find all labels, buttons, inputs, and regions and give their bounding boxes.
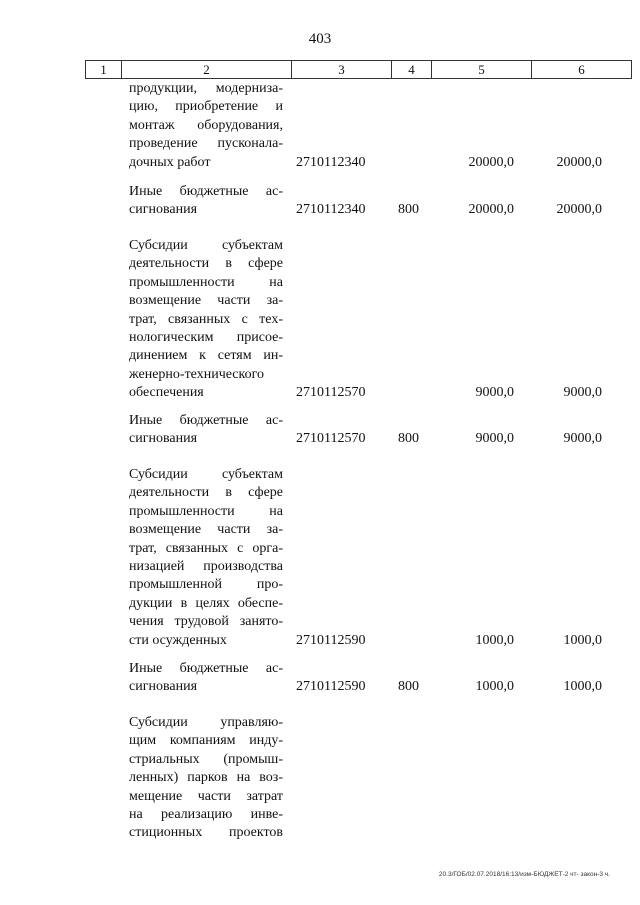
column-number-header — [85, 60, 632, 79]
target-article-code: 2710112590 — [296, 679, 366, 695]
row-description — [129, 714, 283, 843]
header-col-3: 3 — [292, 61, 392, 79]
header-col-2: 2 — [122, 61, 292, 79]
desc-line: чения трудовой занято- — [129, 614, 283, 630]
expense-type: 800 — [398, 679, 419, 695]
desc-line: трат, связанных с орга- — [129, 540, 283, 556]
header-col-1: 1 — [86, 61, 122, 79]
header-col-5: 5 — [432, 61, 532, 79]
row-description — [129, 660, 283, 697]
desc-line: промышленности на — [129, 274, 283, 290]
desc-line: цию, приобретение и — [129, 99, 283, 115]
desc-line: низацией производства — [129, 559, 283, 575]
desc-line: дочных работ — [129, 154, 211, 170]
amount-col-5: 9000,0 — [475, 431, 514, 447]
expense-type: 800 — [398, 431, 419, 447]
desc-line: продукции, модерниза- — [129, 81, 283, 96]
desc-line: промышленной про- — [129, 577, 283, 593]
desc-line: мещение части затрат — [129, 788, 283, 804]
desc-line: трат, связанных с тех- — [129, 311, 283, 327]
amount-col-5: 1000,0 — [475, 632, 514, 648]
row-description — [129, 412, 283, 449]
desc-line: сигнования — [129, 679, 198, 695]
target-article-code: 2710112340 — [296, 154, 366, 170]
amount-col-6: 20000,0 — [556, 154, 602, 170]
desc-line: деятельности в сфере — [129, 256, 283, 272]
desc-line: деятельности в сфере — [129, 485, 283, 501]
desc-line: нологическим присое- — [129, 330, 283, 346]
desc-line: дукции в целях обеспе- — [129, 595, 283, 611]
document-footer: 20.3/ГОБ/02.07.2018/16:13/изм-БЮДЖЕТ-2 чт- закон-3 ч. — [438, 871, 610, 878]
desc-line: ленных) парков на воз- — [129, 770, 283, 786]
desc-line: Иные бюджетные ас- — [129, 413, 283, 428]
amount-col-5: 20000,0 — [468, 154, 514, 170]
header-col-6: 6 — [532, 61, 632, 79]
desc-line: Иные бюджетные ас- — [129, 184, 283, 199]
page-number: 403 — [308, 31, 332, 47]
desc-line: сигнования — [129, 431, 198, 447]
target-article-code: 2710112570 — [296, 431, 366, 447]
desc-line: щим компаниям инду- — [129, 733, 283, 749]
desc-line: промышленности на — [129, 503, 283, 519]
desc-line: стиционных проектов — [129, 825, 283, 841]
desc-line: возмещение части за- — [129, 522, 283, 538]
desc-line: стриальных (промыш- — [129, 751, 283, 767]
desc-line: Иные бюджетные ас- — [129, 661, 283, 676]
amount-col-5: 20000,0 — [468, 202, 514, 218]
row-description — [129, 466, 283, 650]
desc-line: проведение пусконала- — [129, 136, 283, 152]
target-article-code: 2710112570 — [296, 385, 366, 401]
expense-type: 800 — [398, 202, 419, 218]
desc-line: женерно-технического — [129, 366, 264, 382]
desc-line: сти осужденных — [129, 632, 227, 648]
amount-col-6: 1000,0 — [563, 632, 602, 648]
target-article-code: 2710112340 — [296, 202, 366, 218]
desc-line: динением к сетям ин- — [129, 348, 283, 364]
amount-col-6: 9000,0 — [563, 431, 602, 447]
header-col-4: 4 — [392, 61, 432, 79]
amount-col-6: 1000,0 — [563, 679, 602, 695]
amount-col-6: 9000,0 — [563, 385, 602, 401]
desc-line: Субсидии субъектам — [129, 467, 283, 482]
desc-line: Субсидии управляю- — [129, 715, 283, 730]
amount-col-5: 1000,0 — [475, 679, 514, 695]
desc-line: возмещение части за- — [129, 293, 283, 309]
target-article-code: 2710112590 — [296, 632, 366, 648]
desc-line: обеспечения — [129, 385, 204, 401]
amount-col-5: 9000,0 — [475, 385, 514, 401]
desc-line: сигнования — [129, 202, 198, 218]
amount-col-6: 20000,0 — [556, 202, 602, 218]
row-description — [129, 80, 283, 172]
desc-line: на реализацию инве- — [129, 807, 283, 823]
desc-line: Субсидии субъектам — [129, 238, 283, 253]
row-description — [129, 237, 283, 403]
row-description — [129, 183, 283, 220]
desc-line: монтаж оборудования, — [129, 117, 283, 133]
